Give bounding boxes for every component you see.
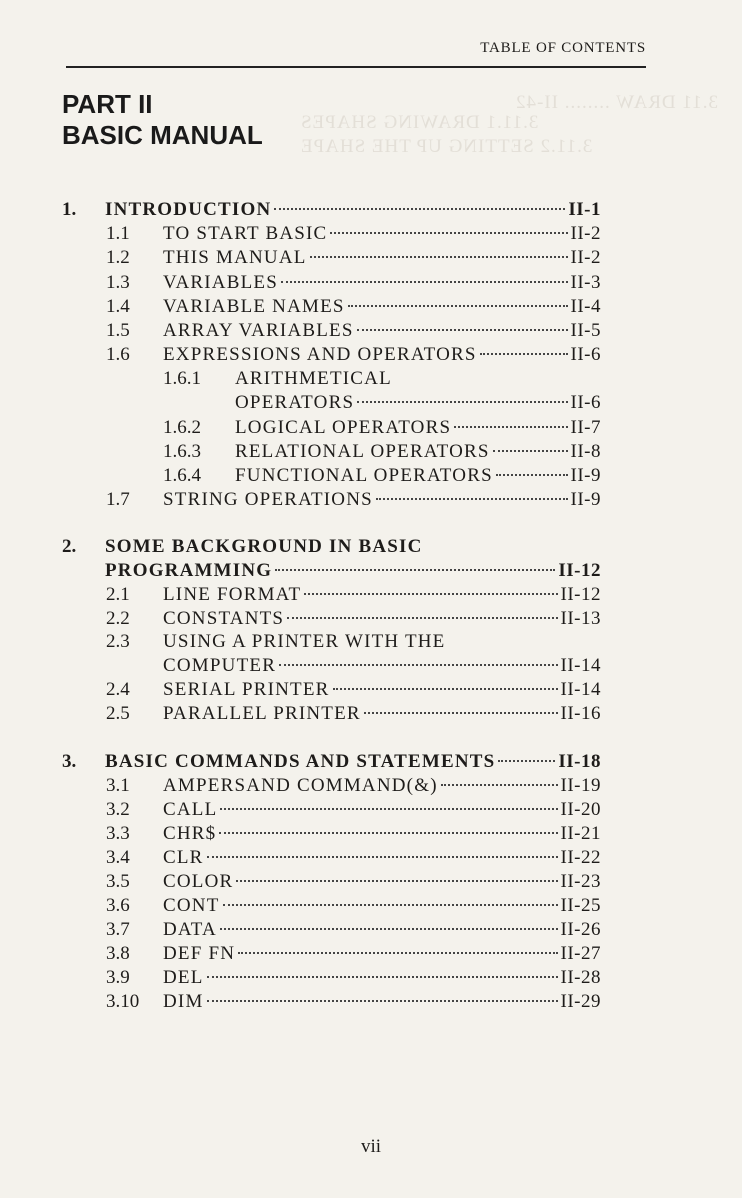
toc-entry-number: 1.6.3 [163, 441, 201, 462]
part-title: BASIC MANUAL [62, 120, 263, 150]
toc-entry-number: 1.6.2 [163, 417, 201, 438]
toc-entry-number: 1.4 [106, 296, 130, 317]
toc-entry-number: 3.10 [106, 991, 140, 1012]
toc-entry-continuation[interactable] [105, 559, 601, 583]
toc-entry-page: II-1 [568, 199, 601, 220]
toc-entry-number: 1.6.1 [163, 368, 201, 389]
toc-entry-title: EXPRESSIONS AND OPERATORS [163, 344, 477, 365]
toc-entry-number: 3.2 [106, 799, 130, 820]
dot-leader [238, 952, 557, 954]
dot-leader [493, 450, 568, 452]
toc-entry-number: 2.3 [106, 631, 130, 652]
part-number: PART II [62, 89, 153, 119]
toc-entry[interactable] [163, 678, 601, 702]
dot-leader [480, 353, 568, 355]
toc-entry-title: DIM [163, 991, 204, 1012]
toc-entry-number: 1.3 [106, 272, 130, 293]
toc-entry-number: 3.9 [106, 967, 130, 988]
toc-entry-page: II-2 [570, 247, 601, 268]
toc-entry[interactable] [163, 990, 601, 1014]
dot-leader [275, 569, 555, 571]
toc-entry-title: ARITHMETICAL [235, 368, 392, 389]
toc-entry-number: 3. [62, 751, 77, 772]
toc-entry-continuation[interactable] [235, 391, 601, 415]
dot-leader [357, 329, 568, 331]
toc-entry-page: II-9 [570, 489, 601, 510]
toc-entry-title: BASIC COMMANDS AND STATEMENTS [105, 751, 496, 772]
toc-entry[interactable] [163, 630, 446, 654]
toc-entry-number: 1.6 [106, 344, 130, 365]
page-number: vii [360, 1136, 382, 1157]
toc-entry-number: 2.2 [106, 608, 130, 629]
toc-entry[interactable] [163, 894, 601, 918]
toc-entry[interactable] [163, 822, 601, 846]
toc-entry-title: STRING OPERATIONS [163, 489, 373, 510]
toc-entry[interactable] [163, 295, 601, 319]
toc-entry-title-continued: COMPUTER [163, 655, 277, 676]
toc-entry[interactable] [163, 846, 601, 870]
show-through: 3.11.1 DRAWING SHAPES [300, 112, 539, 133]
toc-entry[interactable] [105, 535, 423, 559]
toc-entry-page: II-18 [558, 751, 601, 772]
toc-entry[interactable] [235, 416, 601, 440]
dot-leader [223, 904, 558, 906]
toc-entry-page: II-5 [570, 320, 601, 341]
toc-entry-title-continued: PROGRAMMING [105, 560, 273, 581]
toc-entry[interactable] [163, 271, 601, 295]
toc-entry-page: II-21 [560, 823, 601, 844]
toc-entry[interactable] [163, 343, 601, 367]
toc-entry-page: II-23 [560, 871, 601, 892]
toc-entry[interactable] [163, 583, 601, 607]
dot-leader [219, 832, 557, 834]
dot-leader [220, 928, 558, 930]
toc-entry-title-continued: OPERATORS [235, 392, 355, 413]
toc-entry-page: II-27 [560, 943, 601, 964]
toc-entry-page: II-26 [560, 919, 601, 940]
toc-entry-number: 2.1 [106, 584, 130, 605]
toc-entry[interactable] [163, 607, 601, 631]
toc-entry-page: II-25 [560, 895, 601, 916]
dot-leader [310, 256, 568, 258]
toc-entry-title: DEL [163, 967, 204, 988]
toc-entry-page: II-7 [570, 417, 601, 438]
dot-leader [454, 426, 567, 428]
toc-entry[interactable] [105, 198, 601, 222]
toc-entry-title: CONSTANTS [163, 608, 285, 629]
toc-entry-title: CHR$ [163, 823, 217, 844]
toc-entry-page: II-14 [560, 679, 601, 700]
toc-entry-title: TO START BASIC [163, 223, 328, 244]
toc-entry[interactable] [163, 488, 601, 512]
toc-entry-page: II-13 [560, 608, 601, 629]
dot-leader [207, 856, 558, 858]
dot-leader [330, 232, 567, 234]
toc-entry-number: 3.6 [106, 895, 130, 916]
toc-entry-number: 3.5 [106, 871, 130, 892]
toc-entry-title: RELATIONAL OPERATORS [235, 441, 490, 462]
toc-entry-number: 1.5 [106, 320, 130, 341]
toc-entry-title: CALL [163, 799, 218, 820]
toc-entry-page: II-3 [570, 272, 601, 293]
running-title: TABLE OF CONTENTS [480, 40, 646, 56]
toc-entry-title: VARIABLE NAMES [163, 296, 345, 317]
dot-leader [364, 712, 558, 714]
toc-entry[interactable] [163, 870, 601, 894]
toc-entry-number: 3.1 [106, 775, 130, 796]
toc-entry-title: INTRODUCTION [105, 199, 272, 220]
toc-entry-number: 3.8 [106, 943, 130, 964]
toc-entry-title: VARIABLES [163, 272, 278, 293]
toc-entry-number: 1.1 [106, 223, 130, 244]
toc-entry-page: II-29 [560, 991, 601, 1012]
dot-leader [348, 305, 568, 307]
toc-entry-title: LOGICAL OPERATORS [235, 417, 452, 438]
toc-entry-page: II-4 [570, 296, 601, 317]
dot-leader [333, 688, 558, 690]
dot-leader [441, 784, 558, 786]
toc-entry-number: 3.7 [106, 919, 130, 940]
toc-entry-page: II-9 [570, 465, 601, 486]
toc-entry-title: FUNCTIONAL OPERATORS [235, 465, 493, 486]
toc-entry-number: 2.4 [106, 679, 130, 700]
toc-entry-title: DEF FN [163, 943, 236, 964]
toc-entry-title: THIS MANUAL [163, 247, 307, 268]
part-heading [62, 89, 263, 151]
dot-leader [207, 976, 558, 978]
toc-entry-title: CONT [163, 895, 220, 916]
toc-entry-page: II-19 [560, 775, 601, 796]
toc-entry-title: LINE FORMAT [163, 584, 302, 605]
running-header [66, 38, 646, 68]
toc-entry-page: II-12 [560, 584, 601, 605]
toc-entry-title: DATA [163, 919, 217, 940]
toc-entry-page: II-6 [570, 344, 601, 365]
toc-entry[interactable] [163, 918, 601, 942]
dot-leader [220, 808, 557, 810]
toc-entry-number: 2.5 [106, 703, 130, 724]
toc-entry-number: 1. [62, 199, 77, 220]
toc-entry[interactable] [163, 222, 601, 246]
toc-entry-title: USING A PRINTER WITH THE [163, 631, 446, 652]
toc-entry[interactable] [235, 464, 601, 488]
toc-entry-number: 2. [62, 536, 77, 557]
dot-leader [357, 401, 567, 403]
toc-entry-page: II-12 [558, 560, 601, 581]
dot-leader [498, 760, 555, 762]
dot-leader [274, 208, 565, 210]
toc-entry-page: II-20 [560, 799, 601, 820]
toc-entry-page: II-8 [570, 441, 601, 462]
show-through: 3.11 DRAW ........ II-42 [515, 92, 718, 113]
toc-entry-number: 1.2 [106, 247, 130, 268]
toc-entry-number: 3.4 [106, 847, 130, 868]
toc-entry[interactable] [163, 319, 601, 343]
dot-leader [496, 474, 568, 476]
dot-leader [376, 498, 568, 500]
toc-entry-title: COLOR [163, 871, 234, 892]
toc-entry-page: II-16 [560, 703, 601, 724]
dot-leader [236, 880, 557, 882]
toc-entry-number: 1.6.4 [163, 465, 201, 486]
dot-leader [287, 617, 557, 619]
toc-entry-page: II-6 [570, 392, 601, 413]
show-through: 3.11.2 SETTING UP THE SHAPE [300, 136, 593, 157]
toc-entry-number: 1.7 [106, 489, 130, 510]
toc-entry[interactable] [235, 367, 392, 391]
toc-entry[interactable] [235, 440, 601, 464]
toc-entry-page: II-28 [560, 967, 601, 988]
toc-entry-title: SERIAL PRINTER [163, 679, 330, 700]
toc-entry-title: CLR [163, 847, 204, 868]
toc-entry-page: II-22 [560, 847, 601, 868]
dot-leader [304, 593, 557, 595]
toc-entry[interactable] [163, 966, 601, 990]
dot-leader [207, 1000, 558, 1002]
toc-entry[interactable] [163, 246, 601, 270]
toc-entry[interactable] [105, 750, 601, 774]
toc-entry-title: PARALLEL PRINTER [163, 703, 361, 724]
toc-entry[interactable] [163, 798, 601, 822]
toc-entry[interactable] [163, 702, 601, 726]
toc-entry-page: II-14 [560, 655, 601, 676]
toc-entry[interactable] [163, 942, 601, 966]
dot-leader [279, 664, 557, 666]
dot-leader [281, 281, 568, 283]
toc-entry-title: AMPERSAND COMMAND(&) [163, 775, 438, 796]
toc-entry-continuation[interactable] [163, 654, 601, 678]
toc-entry-title: SOME BACKGROUND IN BASIC [105, 536, 423, 557]
toc-entry-title: ARRAY VARIABLES [163, 320, 354, 341]
toc-entry[interactable] [163, 774, 601, 798]
toc-entry-number: 3.3 [106, 823, 130, 844]
toc-entry-page: II-2 [570, 223, 601, 244]
